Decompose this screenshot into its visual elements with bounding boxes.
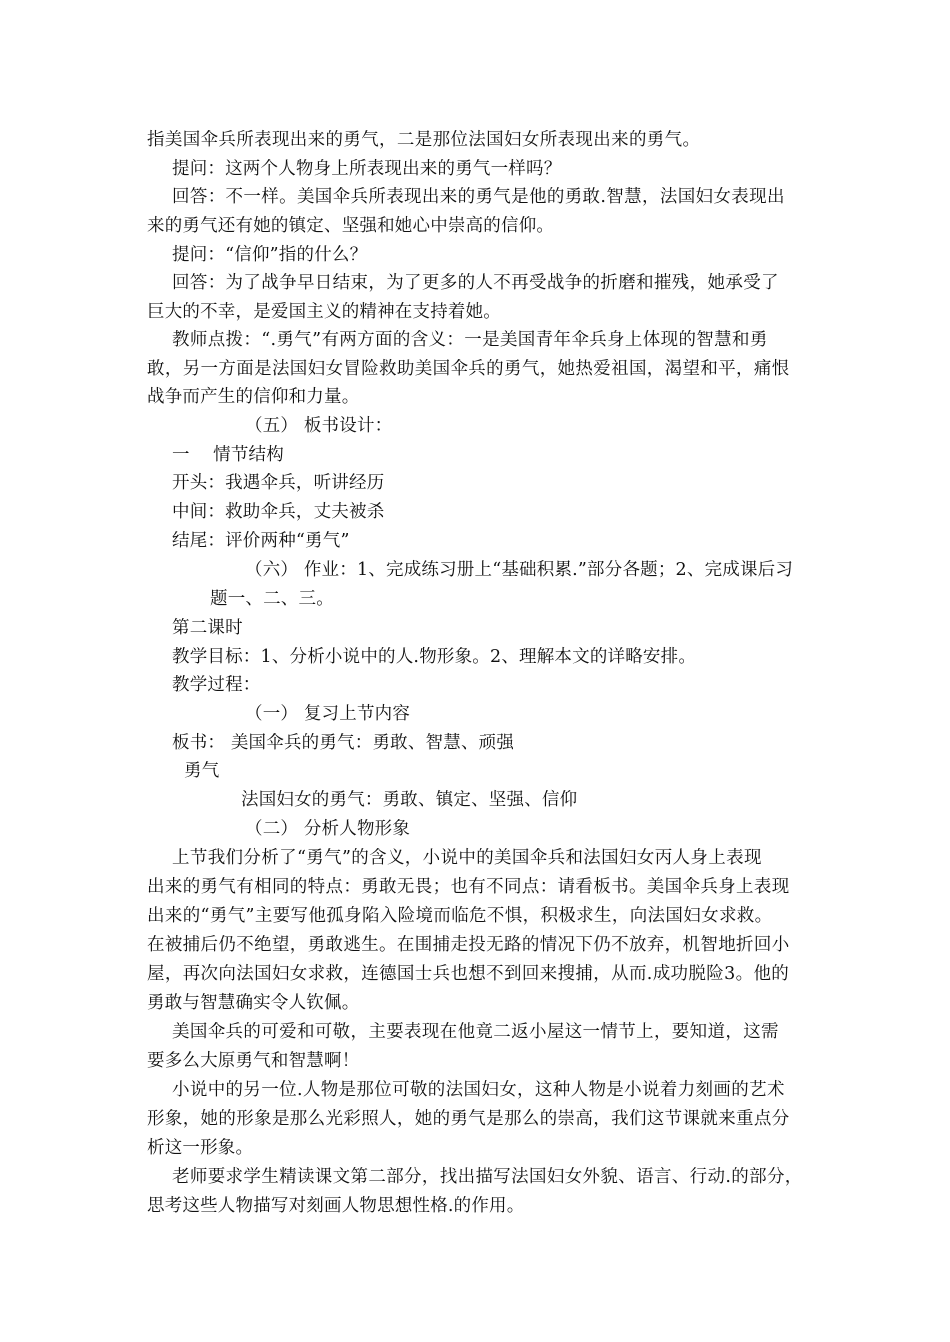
text-line: 第二课时	[172, 618, 243, 638]
text-line: 回答：为了战争早日结束，为了更多的人不再受战争的折磨和摧残，她承受了	[172, 273, 779, 293]
text-line: 美国伞兵的可爱和可敬，主要表现在他竟二返小屋这一情节上，要知道，这需	[172, 1022, 779, 1042]
text-line: 板书： 美国伞兵的勇气：勇敢、智慧、顽强	[172, 733, 515, 753]
text-line: 小说中的另一位.人物是那位可敬的法国妇女，这种人物是小说着力刻画的艺术	[172, 1080, 785, 1100]
text-line: 回答：不一样。美国伞兵所表现出来的勇气是他的勇敢.智慧，法国妇女表现出	[172, 187, 785, 207]
text-line: 出来的勇气有相同的特点：勇敢无畏；也有不同点：请看板书。美国伞兵身上表现	[147, 877, 790, 897]
text-line: 中间：救助伞兵，丈夫被杀	[172, 502, 385, 522]
section-heading: （五） 板书设计：	[245, 416, 393, 436]
text-line: 上节我们分析了“勇气”的含义，小说中的美国伞兵和法国妇女丙人身上表现	[172, 848, 762, 868]
text-line: 思考这些人物描写对刻画人物思想性格.的作用。	[147, 1196, 525, 1216]
text-line: 开头：我遇伞兵，听讲经历	[172, 473, 385, 493]
section-heading: （二） 分析人物形象	[245, 819, 411, 839]
text-line: 教师点拨：“.勇气”有两方面的含义：一是美国青年伞兵身上体现的智慧和勇	[172, 330, 768, 350]
text-line: 战争而产生的信仰和力量。	[147, 387, 360, 407]
text-line: 敢，另一方面是法国妇女冒险救助美国伞兵的勇气，她热爱祖国，渴望和平，痛恨	[147, 359, 790, 379]
text-line: 勇敢与智慧确实令人钦佩。	[147, 993, 360, 1013]
text-line: 形象，她的形象是那么光彩照人，她的勇气是那么的崇高，我们这节课就来重点分	[147, 1109, 790, 1129]
text-line: 勇气	[184, 761, 220, 781]
text-line: 一 情节结构	[172, 445, 284, 465]
text-line: 来的勇气还有她的镇定、坚强和她心中崇高的信仰。	[147, 216, 555, 236]
text-line: 出来的“勇气”主要写他孤身陷入险境而临危不惧，积极求生，向法国妇女求救。	[147, 906, 773, 926]
section-heading: （六） 作业：1、完成练习册上“基础积累.”部分各题；2、完成课后习	[245, 560, 794, 580]
text-line: 法国妇女的勇气：勇敢、镇定、坚强、信仰	[241, 790, 578, 810]
text-line: 提问：“信仰”指的什么？	[172, 245, 368, 265]
text-line: 题一、二、三。	[210, 589, 334, 609]
text-line: 教学目标：1、分析小说中的人.物形象。2、理解本文的详略安排。	[172, 647, 697, 667]
text-line: 老师要求学生精读课文第二部分，找出描写法国妇女外貌、语言、行动.的部分，	[172, 1167, 803, 1187]
text-line: 要多么大原勇气和智慧啊！	[147, 1051, 360, 1071]
text-line: 析这一形象。	[147, 1138, 254, 1158]
text-line: 巨大的不幸，是爱国主义的精神在支持着她。	[147, 302, 501, 322]
text-line: 在被捕后仍不绝望，勇敢逃生。在围捕走投无路的情况下仍不放弃，机智地折回小	[147, 935, 790, 955]
text-line: 提问：这两个人物身上所表现出来的勇气一样吗？	[172, 159, 562, 179]
text-line: 教学过程：	[172, 675, 261, 695]
text-line: 结尾：评价两种“勇气”	[172, 531, 350, 551]
text-line: 指美国伞兵所表现出来的勇气，二是那位法国妇女所表现出来的勇气。	[147, 130, 701, 150]
section-heading: （一） 复习上节内容	[245, 704, 411, 724]
text-line: 屋，再次向法国妇女求救，连德国士兵也想不到回来搜捕，从而.成功脱险3。他的	[147, 964, 790, 984]
